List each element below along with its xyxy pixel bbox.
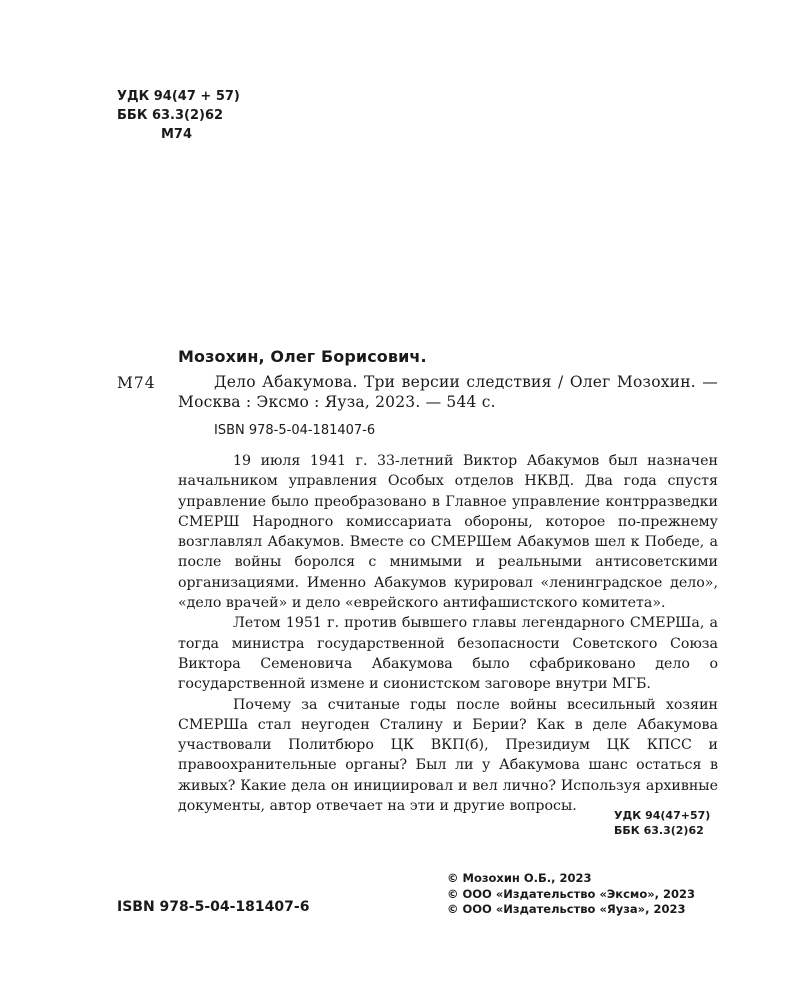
udk-code: УДК 94(47 + 57) (117, 89, 240, 104)
copyright-block (447, 871, 695, 918)
catalog-record (178, 347, 718, 816)
classification-codes-top (117, 87, 240, 144)
classification-codes-bottom (614, 808, 710, 838)
copyright-line: © ООО «Издательство «Эксмо», 2023 (447, 886, 696, 901)
annotation-paragraph: Почему за считаные годы после войны всесильный хозяин СМЕРШа стал неугоден Сталину и Берии? Как в деле Абакумова участвовали Политбюро ЦК ВКП(б), Президиум ЦК КПСС и правоохранительные органы? Был ли у Абакумова шанс остаться в живых? Какие дела он инициировал и вел лично? Используя архивные документы, автор отвечает на эти и другие вопросы. (178, 696, 718, 815)
udk-code: УДК 94(47+57) (614, 809, 711, 822)
catalog-isbn: ISBN 978-5-04-181407-6 (214, 422, 376, 438)
copyright-line: © ООО «Издательство «Яуза», 2023 (447, 902, 686, 916)
author-mark: М74 (161, 127, 193, 142)
catalog-author-heading: Мозохин, Олег Борисович. (178, 347, 427, 366)
annotation-paragraph: 19 июля 1941 г. 33-летний Виктор Абакумов был назначен начальником управления Особых отделов НКВД. Два года спустя управление было преобразовано в Главное управление контрразведки СМЕРШ Народного комиссариата обороны, которое по-прежнему возглавлял Абакумов. Вместе со СМЕРШем Абакумов шел к Победе, а после войны боролся с мнимыми и реальными антисоветскими организациями. Именно Абакумов курировал «ленинградское дело», «дело врачей» и дело «еврейского антифашистского комитета». (178, 453, 718, 612)
catalog-side-mark: М74 (117, 374, 156, 392)
catalog-title-line: Дело Абакумова. Три версии следствия / Олег Мозохин. — Москва : Эксмо : Яуза, 2023. — 544 с. (178, 372, 718, 411)
bbk-code: ББК 63.3(2)62 (614, 824, 704, 837)
copyright-line: © Мозохин О.Б., 2023 (447, 871, 592, 885)
bbk-code: ББК 63.3(2)62 (117, 108, 224, 123)
annotation (178, 451, 718, 816)
annotation-paragraph: Летом 1951 г. против бывшего главы легендарного СМЕРШа, а тогда министра государственной безопасности Советского Союза Виктора Семеновича Абакумова было сфабриковано дело о государственной измене и сионистском заговоре внутри МГБ. (178, 615, 718, 693)
isbn-main: ISBN 978-5-04-181407-6 (117, 899, 310, 915)
